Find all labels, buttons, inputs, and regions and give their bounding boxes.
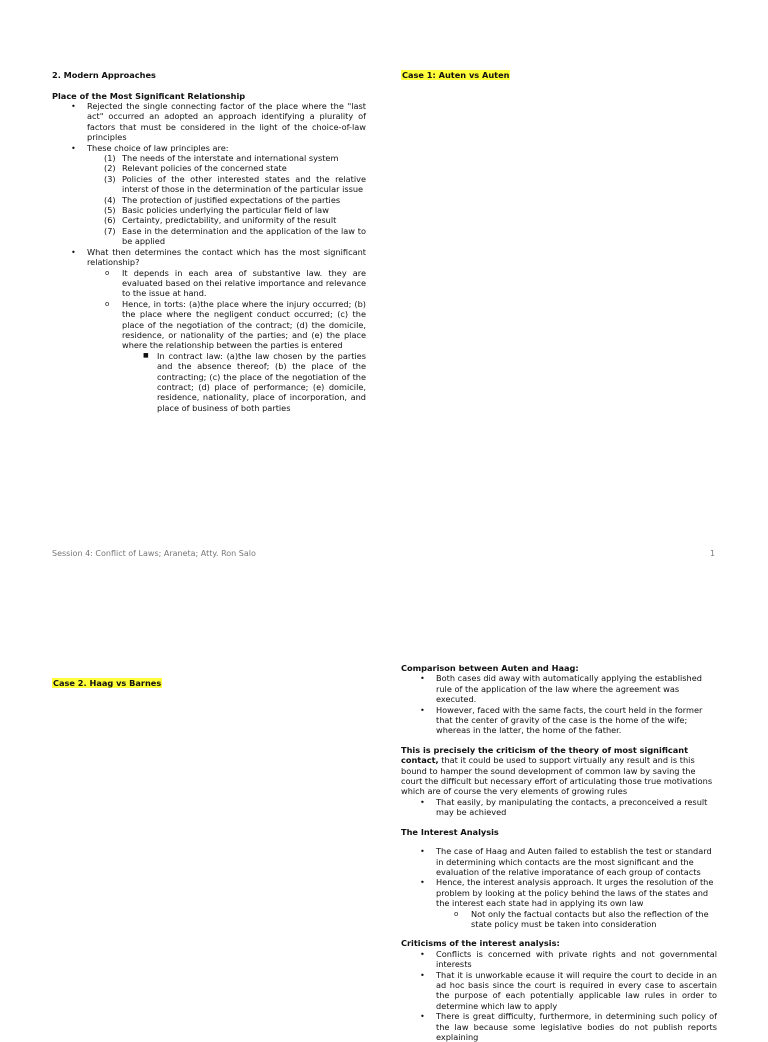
list-item: • Hence, the interest analysis approach. It urges the resolution of the problem by looking at the policy behind the laws of the states and the interest each state had in applying its own law o Not only the factual contacts but also the reflection of the state policy must be taken into consideration (401, 877, 717, 929)
list-item: • That it is unworkable ecause it will require the court to decide in an ad hoc basis since the court is required in every case to ascertain the purpose of each potentially applicable law rules in order to determine which law to apply (420, 969, 717, 1011)
numbered-item: (6) Certainty, predictability, and uniformity of the result (104, 215, 337, 226)
interest-list (401, 846, 717, 929)
sub-list (436, 909, 717, 930)
criticisms-list (401, 949, 717, 1042)
sub-list-item: o Not only the factual contacts but also the reflection of the state policy must be taken into consideration (454, 908, 709, 929)
bullet-marker: • (420, 1011, 425, 1022)
subsection-heading: Place of the Most Significant Relationship (52, 91, 246, 101)
bullet-marker: • (420, 969, 425, 980)
circle-marker: o (454, 909, 459, 918)
list-item: • However, faced with the same facts, the court held in the former that the center of gravity of the case is the home of the wife; whereas in the latter, the home of the father. (420, 704, 703, 736)
bullet-marker: • (420, 846, 425, 857)
square-marker: ■ (143, 351, 149, 359)
right-column (401, 663, 717, 1042)
list-item: • There is great difficulty, furthermore, in determining such policy of the law because some legislative bodies do not publish reports explaining (420, 1011, 717, 1042)
numbered-item: (7) Ease in the determination and the application of the law to be applied (104, 225, 366, 247)
list-item: • Rejected the single connecting factor of the place where the "last act" occurred an adopted an approach identifying a plurality of factors that must be considered in the light of the choice-of-law principles (71, 101, 366, 143)
numbered-item: (2) Relevant policies of the concerned state (104, 163, 287, 174)
numbered-item: (1) The needs of the interstate and international system (104, 153, 339, 164)
bullet-marker: • (71, 246, 76, 257)
bullet-marker: • (420, 673, 425, 684)
bullet-marker: • (420, 704, 425, 715)
numbered-item: (3) Policies of the other interested states and the relative interst of those in the determination of the particular issue (104, 173, 366, 195)
bullet-marker: • (71, 142, 76, 153)
criticism-paragraph: This is precisely the criticism of the theory of most significant contact, that it could be used to support virtually any result and is this bound to hamper the sound development of common law by saving the court the difficult but necessary effort of articulating those true motivations which are of course the very elements of growing rules (401, 744, 713, 797)
bullet-marker: • (420, 948, 425, 959)
interest-heading: The Interest Analysis (401, 826, 499, 837)
bullet-marker: • (420, 877, 425, 888)
circle-marker: o (105, 268, 110, 277)
numbered-item: (4) The protection of justified expectations of the parties (104, 194, 341, 205)
list-item: • What then determines the contact which has the most significant relationship? o It depends in each area of substantive law. they are evaluated based on thei relative importance and relevance to the issue at hand. o Hence, in torts: (a)the place where the injury occurred; (b) the place where the negligent conduct occurred; (c) the place of the negotiation of the contract; (d) the domicile, residence, or nationality of the parties; and (e) the place where the relationship between the parties is entered ■ In contract law: (a)the law chosen by the parties and the absence thereof; (b) the place of the contracting; (c) the place of the negotiation of the contract; (d) place of performance; (e) domicile, residence, nationality, place of incorporation, and place of business of both parties (71, 246, 366, 413)
sub-list-item: o Hence, in torts: (a)the place where the injury occurred; (b) the place where the negligent conduct occurred; (c) the place of the negotiation of the contract; (d) the domicile, residence, or nationality of the parties; and (e) the place where the relationship between the parties is entered ■ In contract law: (a)the law chosen by the parties and the absence thereof; (b) the place of the contracting; (c) the place of the negotiation of the contract; (d) place of performance; (e) domicile, residence, nationality, place of incorporation, and place of business of both parties (105, 298, 366, 413)
case-heading (52, 678, 162, 688)
list-item: • Both cases did away with automatically applying the established rule of the application of the law where the agreement was executed. (420, 673, 702, 705)
bullet-marker: • (420, 796, 425, 807)
page-number: 1 (710, 549, 716, 558)
sub-list (87, 268, 366, 414)
bullet-marker: • (71, 101, 76, 111)
list-item: • The case of Haag and Auten failed to establish the test or standard in determining which contacts are the most significant and the evaluation of the relative imporatance of each group of contacts (420, 846, 712, 877)
numbered-list (104, 153, 366, 247)
highlighted-title: Case 1: Auten vs Auten (402, 70, 510, 80)
criticism-list (401, 797, 717, 818)
sub-sub-list (122, 351, 366, 413)
list-item: • Conflicts is concerned with private rights and not governmental interests (420, 948, 717, 970)
sub-sub-list-item: ■ In contract law: (a)the law chosen by the parties and the absence thereof; (b) the place of the contracting; (c) the place of the negotiation of the contract; (d) place of performance; (e) domicile, residence, nationality, place of incorporation, and place of business of both parties (143, 350, 366, 413)
comparison-heading: Comparison between Auten and Haag: (401, 663, 579, 673)
circle-marker: o (105, 299, 110, 308)
list-item: • That easily, by manipulating the contacts, a preconceived a result may be achieved (420, 796, 708, 818)
criticisms-heading: Criticisms of the interest analysis: (401, 938, 560, 949)
numbered-item: (5) Basic policies underlying the particular field of law (104, 205, 329, 216)
section-heading: 2. Modern Approaches (52, 70, 156, 80)
list-item: • These choice of law principles are: (1) The needs of the interstate and international system (2) Relevant policies of the concerned state (3) Policies of the other interested states and the relative interst of those in the determination of the particular issue (4) The protection of justified expectations of the parties (5) Basic policies underlying the particular field of law (6) Certainty, predictability, and uniformity of the result (7) Ease in the determination and the application of the law to be applied (71, 142, 366, 247)
highlighted-title: Case 2. Haag vs Barnes (53, 678, 162, 688)
outline-list (52, 101, 366, 413)
case-heading (401, 70, 510, 80)
comparison-list (401, 673, 717, 735)
page-footer: Session 4: Conflict of Laws; Araneta; Atty. Ron Salo (52, 549, 256, 558)
sub-list-item: o It depends in each area of substantive law. they are evaluated based on thei relative importance and relevance to the issue at hand. (105, 267, 366, 299)
